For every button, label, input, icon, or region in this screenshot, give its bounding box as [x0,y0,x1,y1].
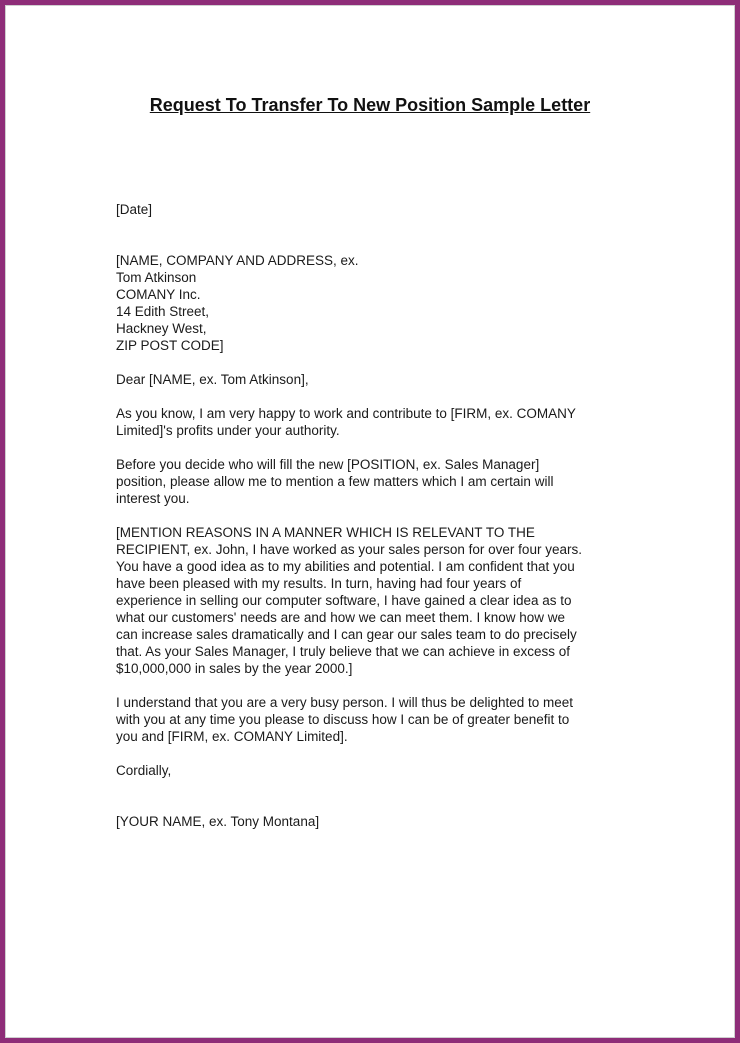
spacer [116,388,636,405]
closing-text: Cordially, [116,763,172,778]
closing [116,762,636,779]
recipient-line: COMANY Inc. [116,287,201,302]
paragraph-line: experience in selling our computer software, I have gained a clear idea as to [116,593,572,608]
paragraph-line: Before you decide who will fill the new [POSITION, ex. Sales Manager] [116,457,540,472]
paragraph-line: $10,000,000 in sales by the year 2000.] [116,661,353,676]
recipient-line: Hackney West, [116,321,207,336]
paragraph-line: what our customers' needs are and how we can meet them. I know how we [116,610,566,625]
spacer [116,779,636,813]
letter-body [116,201,636,830]
recipient-line: Tom Atkinson [116,270,197,285]
paragraph-line: can increase sales dramatically and I can gear our sales team to do precisely [116,627,577,642]
spacer [116,677,636,694]
paragraph-line: Limited]'s profits under your authority. [116,423,340,438]
salutation [116,371,636,388]
paragraph-line: I understand that you are a very busy person. I will thus be delighted to meet [116,695,574,710]
paragraph-line: with you at any time you please to discuss how I can be of greater benefit to [116,712,570,727]
paragraph-line: As you know, I am very happy to work and contribute to [FIRM, ex. COMANY [116,406,576,421]
date-line [116,201,636,218]
recipient-address [116,252,636,354]
recipient-line: [NAME, COMPANY AND ADDRESS, ex. [116,253,359,268]
paragraph-line: that. As your Sales Manager, I truly believe that we can achieve in excess of [116,644,570,659]
recipient-line: 14 Edith Street, [116,304,210,319]
paragraph-line: [MENTION REASONS IN A MANNER WHICH IS RELEVANT TO THE [116,525,535,540]
paragraph-line: interest you. [116,491,190,506]
signature [116,813,636,830]
spacer [116,218,636,252]
paragraph-4 [116,694,636,745]
spacer [116,439,636,456]
recipient-line: ZIP POST CODE] [116,338,224,353]
signature-text: [YOUR NAME, ex. Tony Montana] [116,814,320,829]
paragraph-line: position, please allow me to mention a few matters which I am certain will [116,474,554,489]
spacer [116,745,636,762]
paragraph-2 [116,456,636,507]
paragraph-line: RECIPIENT, ex. John, I have worked as your sales person for over four years. [116,542,582,557]
paragraph-line: you and [FIRM, ex. COMANY Limited]. [116,729,348,744]
salutation-text: Dear [NAME, ex. Tom Atkinson], [116,372,309,387]
letter-title: Request To Transfer To New Position Sample Letter [149,95,591,115]
paragraph-1 [116,405,636,439]
spacer [116,507,636,524]
date-text: [Date] [116,202,153,217]
spacer [116,354,636,371]
paragraph-line: have been pleased with my results. In turn, having had four years of [116,576,522,591]
paragraph-3 [116,524,636,677]
paragraph-line: You have a good idea as to my abilities and potential. I am confident that you [116,559,575,574]
